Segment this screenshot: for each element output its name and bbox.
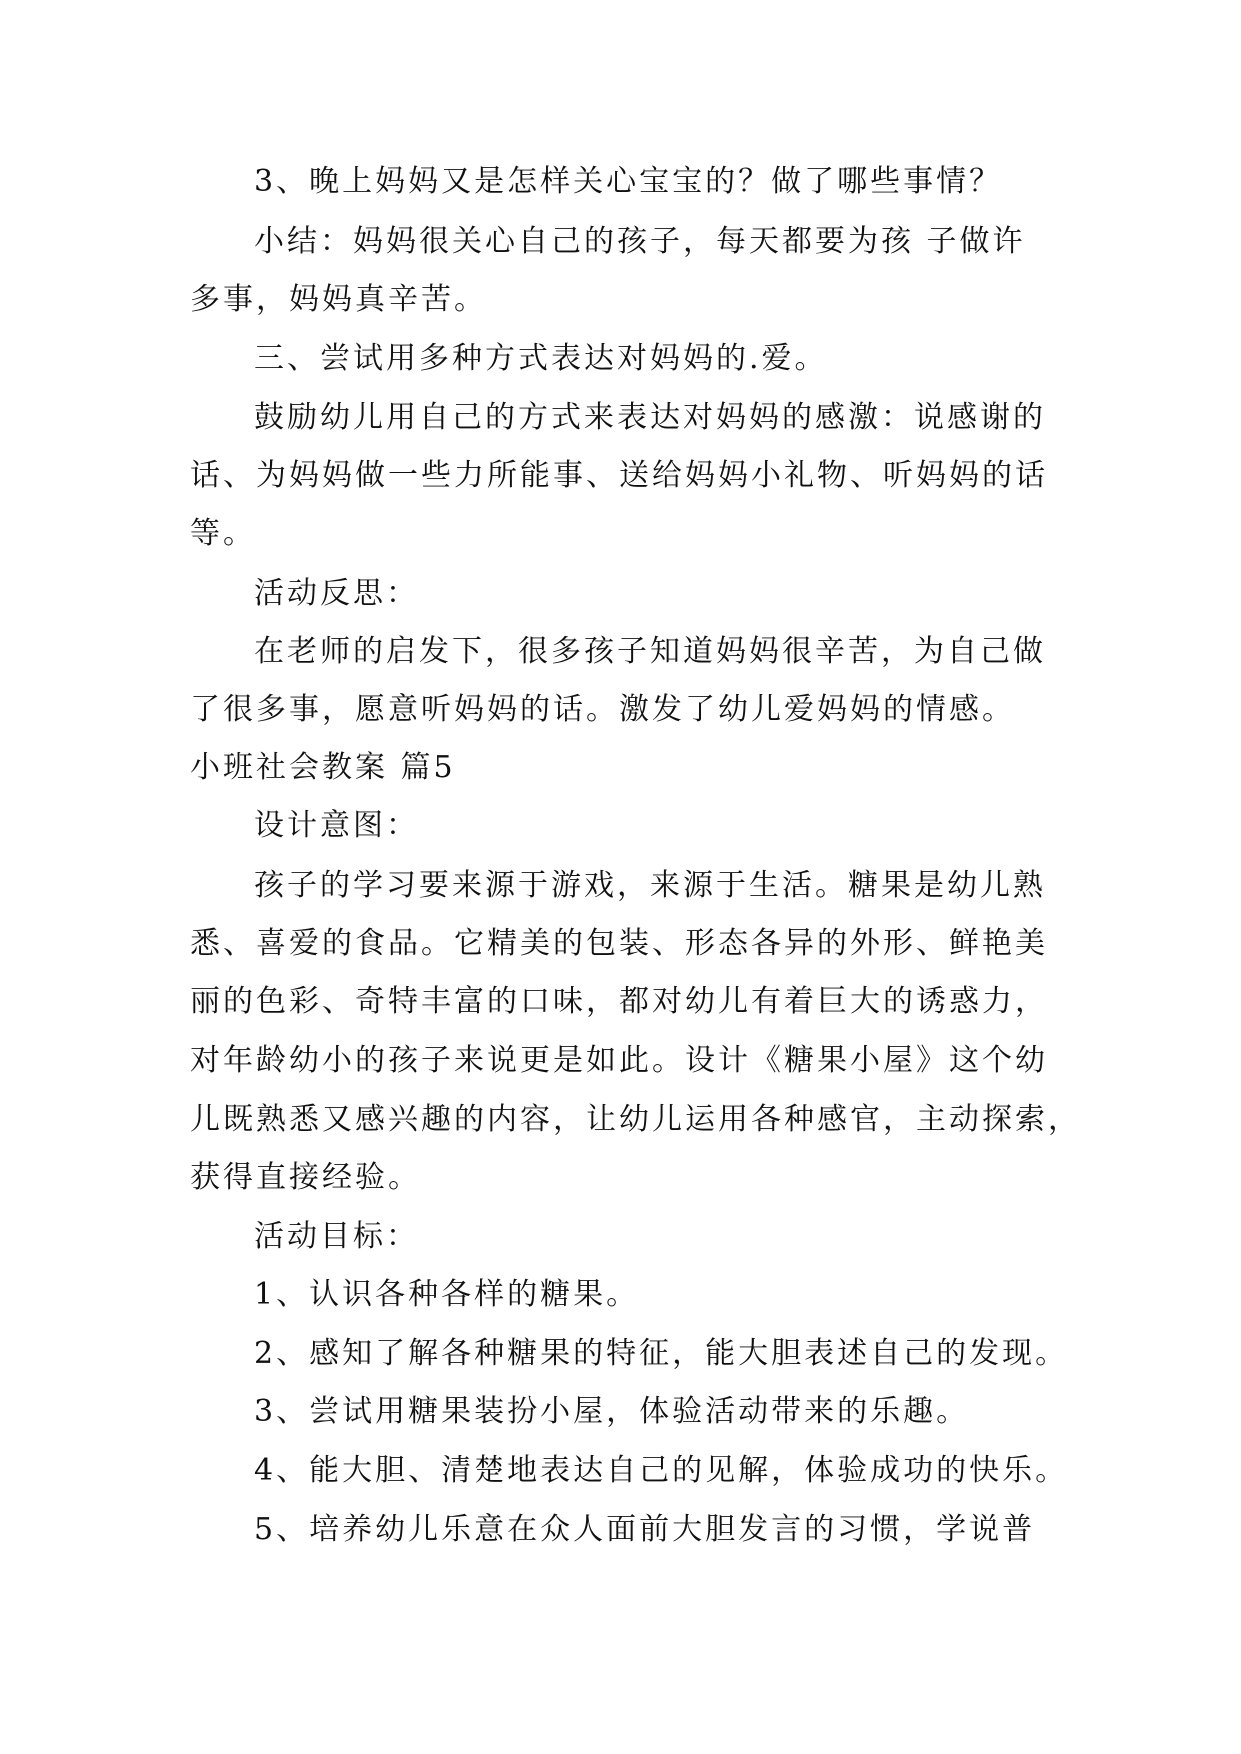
text-line: 话、为妈妈做一些力所能事、送给妈妈小礼物、听妈妈的话: [190, 458, 1048, 493]
text-line: 丽的色彩、奇特丰富的口味，都对幼儿有着巨大的诱惑力，: [190, 984, 1048, 1019]
list-item: 2、感知了解各种糖果的特征，能大胆表述自己的发现。: [254, 1336, 1069, 1371]
text-line: 获得直接经验。: [190, 1160, 421, 1195]
text-line: 儿既熟悉又感兴趣的内容，让幼儿运用各种感官，主动探索，: [190, 1102, 1081, 1137]
list-item: 4、能大胆、清楚地表达自己的见解，体验成功的快乐。: [254, 1453, 1069, 1488]
list-item: 1、认识各种各样的糖果。: [254, 1277, 640, 1312]
text-line: 活动目标：: [254, 1219, 419, 1254]
text-line: 了很多事，愿意听妈妈的话。激发了幼儿爱妈妈的情感。: [190, 692, 1015, 727]
text-line: 3、晚上妈妈又是怎样关心宝宝的？做了哪些事情？: [254, 164, 1003, 199]
list-item: 5、培养幼儿乐意在众人面前大胆发言的习惯，学说普: [254, 1512, 1036, 1547]
text-line: 三、尝试用多种方式表达对妈妈的.爱。: [254, 341, 828, 376]
text-line: 设计意图：: [254, 808, 419, 843]
text-line: 鼓励幼儿用自己的方式来表达对妈妈的感激：说感谢的: [254, 400, 1046, 435]
text-line: 在老师的启发下，很多孩子知道妈妈很辛苦，为自己做: [254, 634, 1046, 669]
text-line: 孩子的学习要来源于游戏，来源于生活。糖果是幼儿熟: [254, 868, 1046, 903]
text-line: 悉、喜爱的食品。它精美的包装、形态各异的外形、鲜艳美: [190, 926, 1048, 961]
section-heading: 小班社会教案 篇5: [190, 750, 456, 785]
text-line: 多事，妈妈真辛苦。: [190, 282, 487, 317]
text-line: 对年龄幼小的孩子来说更是如此。设计《糖果小屋》这个幼: [190, 1043, 1048, 1078]
text-line: 小结：妈妈很关心自己的孩子，每天都要为孩 子做许: [254, 224, 1026, 259]
text-line: 活动反思：: [254, 576, 419, 611]
list-item: 3、尝试用糖果装扮小屋，体验活动带来的乐趣。: [254, 1394, 970, 1429]
text-line: 等。: [190, 516, 256, 551]
